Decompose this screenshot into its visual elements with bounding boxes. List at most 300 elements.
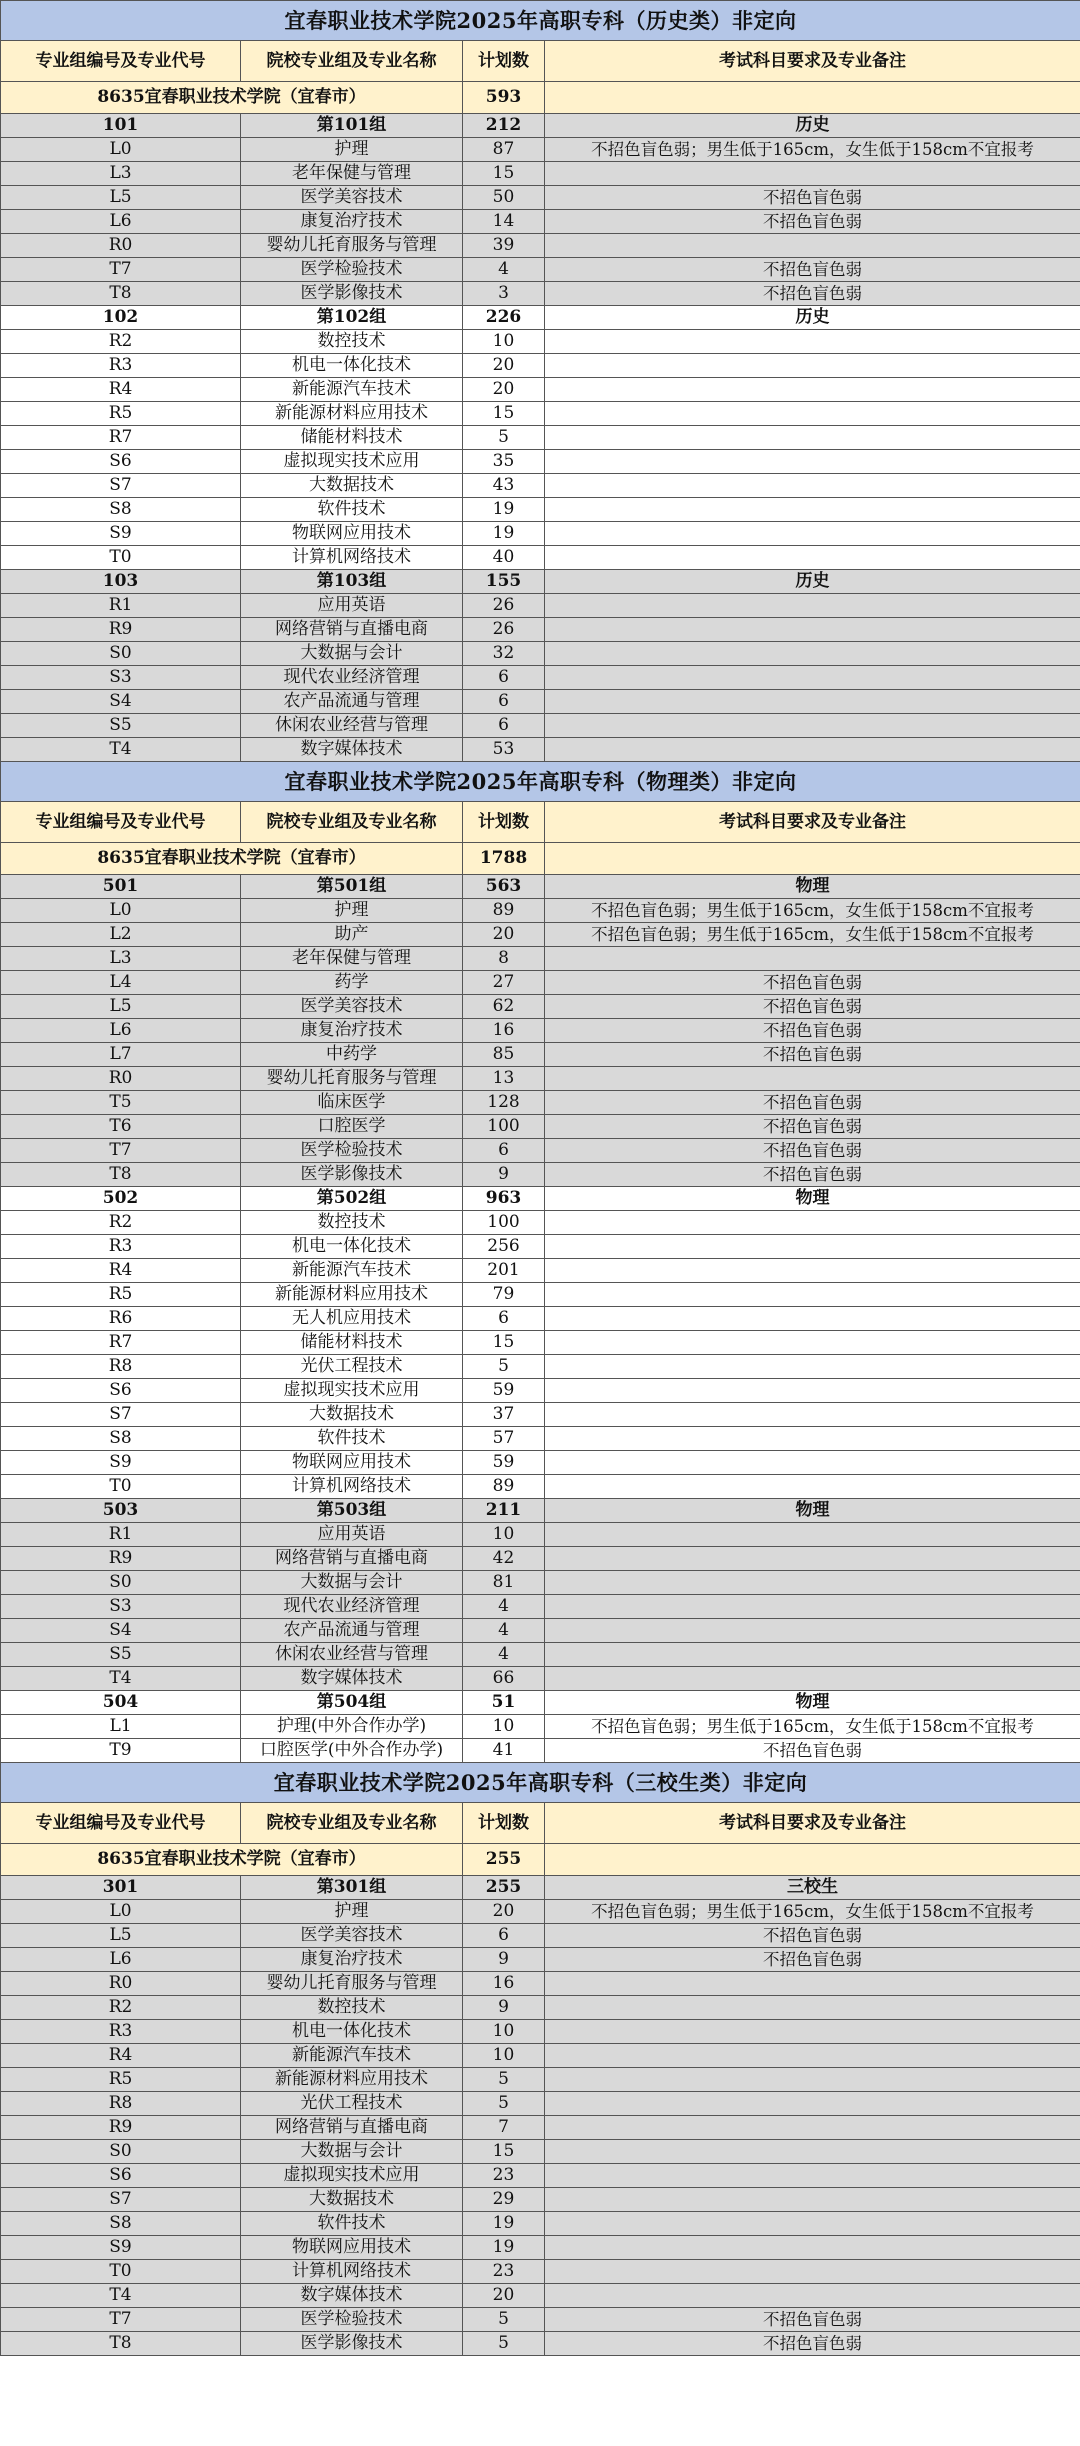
major-code: R2 — [1, 330, 241, 354]
major-code: S3 — [1, 666, 241, 690]
school-row — [1, 82, 1080, 114]
major-name: 软件技术 — [241, 1427, 463, 1451]
major-name: 中药学 — [241, 1043, 463, 1067]
section-title-row — [1, 762, 1080, 802]
major-row — [1, 1667, 1080, 1691]
major-row — [1, 1403, 1080, 1427]
major-note — [545, 1475, 1080, 1499]
major-code: L2 — [1, 923, 241, 947]
group-requirement: 物理 — [545, 875, 1080, 899]
major-name: 新能源汽车技术 — [241, 1259, 463, 1283]
major-plan: 23 — [463, 2260, 545, 2284]
major-plan: 16 — [463, 1019, 545, 1043]
major-plan: 20 — [463, 923, 545, 947]
major-note — [545, 2284, 1080, 2308]
group-row — [1, 1187, 1080, 1211]
group-code: 504 — [1, 1691, 241, 1715]
school-note — [545, 82, 1080, 114]
major-plan: 6 — [463, 1139, 545, 1163]
major-row — [1, 1547, 1080, 1571]
major-name: 储能材料技术 — [241, 1331, 463, 1355]
major-name: 虚拟现实技术应用 — [241, 450, 463, 474]
school-row — [1, 843, 1080, 875]
major-code: S4 — [1, 690, 241, 714]
school-note — [545, 1844, 1080, 1876]
major-row — [1, 354, 1080, 378]
major-note — [545, 162, 1080, 186]
major-row — [1, 1259, 1080, 1283]
major-note: 不招色盲色弱 — [545, 1115, 1080, 1139]
major-code: T8 — [1, 1163, 241, 1187]
major-plan: 5 — [463, 2332, 545, 2356]
major-code: L5 — [1, 186, 241, 210]
major-plan: 9 — [463, 1996, 545, 2020]
major-note — [545, 1667, 1080, 1691]
major-plan: 5 — [463, 2092, 545, 2116]
major-row — [1, 546, 1080, 570]
major-plan: 53 — [463, 738, 545, 762]
major-plan: 35 — [463, 450, 545, 474]
major-name: 护理(中外合作办学) — [241, 1715, 463, 1739]
major-plan: 79 — [463, 1283, 545, 1307]
major-note — [545, 738, 1080, 762]
major-name: 护理 — [241, 138, 463, 162]
major-note — [545, 450, 1080, 474]
major-code: L3 — [1, 162, 241, 186]
major-code: T0 — [1, 1475, 241, 1499]
major-note — [545, 330, 1080, 354]
major-name: 数控技术 — [241, 1996, 463, 2020]
major-plan: 43 — [463, 474, 545, 498]
major-plan: 23 — [463, 2164, 545, 2188]
major-note — [545, 690, 1080, 714]
group-plan: 255 — [463, 1876, 545, 1900]
major-row — [1, 947, 1080, 971]
major-row — [1, 1739, 1080, 1763]
major-row — [1, 2116, 1080, 2140]
major-code: T5 — [1, 1091, 241, 1115]
group-row — [1, 875, 1080, 899]
major-name: 大数据技术 — [241, 1403, 463, 1427]
major-plan: 20 — [463, 354, 545, 378]
major-row — [1, 1235, 1080, 1259]
major-note: 不招色盲色弱；男生低于165cm，女生低于158cm不宜报考 — [545, 1900, 1080, 1924]
major-plan: 4 — [463, 1619, 545, 1643]
major-name: 虚拟现实技术应用 — [241, 1379, 463, 1403]
major-note: 不招色盲色弱 — [545, 2308, 1080, 2332]
major-note — [545, 1547, 1080, 1571]
group-plan: 226 — [463, 306, 545, 330]
major-note: 不招色盲色弱 — [545, 1019, 1080, 1043]
major-plan: 4 — [463, 1643, 545, 1667]
major-name: 农产品流通与管理 — [241, 1619, 463, 1643]
major-row — [1, 618, 1080, 642]
major-note: 不招色盲色弱 — [545, 1139, 1080, 1163]
major-row — [1, 666, 1080, 690]
major-row — [1, 899, 1080, 923]
major-name: 软件技术 — [241, 498, 463, 522]
group-plan: 155 — [463, 570, 545, 594]
school-plan: 255 — [463, 1844, 545, 1876]
major-row — [1, 2308, 1080, 2332]
major-plan: 14 — [463, 210, 545, 234]
major-name: 物联网应用技术 — [241, 2236, 463, 2260]
major-name: 现代农业经济管理 — [241, 1595, 463, 1619]
major-note — [545, 618, 1080, 642]
major-code: S9 — [1, 2236, 241, 2260]
major-row — [1, 1948, 1080, 1972]
group-requirement: 物理 — [545, 1187, 1080, 1211]
major-row — [1, 690, 1080, 714]
major-code: R4 — [1, 2044, 241, 2068]
major-plan: 19 — [463, 522, 545, 546]
major-note — [545, 2020, 1080, 2044]
major-plan: 42 — [463, 1547, 545, 1571]
major-code: S0 — [1, 642, 241, 666]
major-note — [545, 426, 1080, 450]
major-name: 休闲农业经营与管理 — [241, 1643, 463, 1667]
major-row — [1, 1523, 1080, 1547]
major-name: 数控技术 — [241, 330, 463, 354]
major-note: 不招色盲色弱；男生低于165cm，女生低于158cm不宜报考 — [545, 1715, 1080, 1739]
major-name: 医学检验技术 — [241, 258, 463, 282]
column-header-row — [1, 802, 1080, 843]
major-note — [545, 1403, 1080, 1427]
major-code: R0 — [1, 1972, 241, 1996]
major-name: 物联网应用技术 — [241, 1451, 463, 1475]
major-row — [1, 1924, 1080, 1948]
school-row — [1, 1844, 1080, 1876]
major-code: T6 — [1, 1115, 241, 1139]
major-name: 新能源材料应用技术 — [241, 402, 463, 426]
group-code: 103 — [1, 570, 241, 594]
major-name: 现代农业经济管理 — [241, 666, 463, 690]
major-code: T0 — [1, 546, 241, 570]
group-plan: 212 — [463, 114, 545, 138]
major-code: R1 — [1, 594, 241, 618]
major-name: 应用英语 — [241, 594, 463, 618]
major-code: S7 — [1, 1403, 241, 1427]
major-plan: 3 — [463, 282, 545, 306]
major-code: T9 — [1, 1739, 241, 1763]
major-plan: 57 — [463, 1427, 545, 1451]
major-note — [545, 1427, 1080, 1451]
major-note: 不招色盲色弱；男生低于165cm，女生低于158cm不宜报考 — [545, 899, 1080, 923]
major-name: 大数据技术 — [241, 474, 463, 498]
major-row — [1, 1091, 1080, 1115]
major-plan: 66 — [463, 1667, 545, 1691]
major-row — [1, 282, 1080, 306]
major-plan: 4 — [463, 258, 545, 282]
group-code: 301 — [1, 1876, 241, 1900]
major-plan: 89 — [463, 899, 545, 923]
major-row — [1, 234, 1080, 258]
major-name: 医学影像技术 — [241, 1163, 463, 1187]
major-name: 计算机网络技术 — [241, 1475, 463, 1499]
group-code: 503 — [1, 1499, 241, 1523]
major-row — [1, 498, 1080, 522]
group-plan: 51 — [463, 1691, 545, 1715]
header-plan: 计划数 — [463, 1803, 545, 1844]
major-code: S8 — [1, 1427, 241, 1451]
major-name: 护理 — [241, 1900, 463, 1924]
major-code: R2 — [1, 1996, 241, 2020]
major-code: T4 — [1, 738, 241, 762]
major-plan: 85 — [463, 1043, 545, 1067]
major-plan: 4 — [463, 1595, 545, 1619]
major-plan: 100 — [463, 1211, 545, 1235]
major-row — [1, 642, 1080, 666]
major-name: 大数据与会计 — [241, 642, 463, 666]
group-requirement: 三校生 — [545, 1876, 1080, 1900]
major-code: T7 — [1, 1139, 241, 1163]
major-note — [545, 474, 1080, 498]
major-name: 网络营销与直播电商 — [241, 1547, 463, 1571]
major-name: 大数据与会计 — [241, 2140, 463, 2164]
major-row — [1, 2140, 1080, 2164]
major-plan: 39 — [463, 234, 545, 258]
major-row — [1, 1211, 1080, 1235]
major-plan: 89 — [463, 1475, 545, 1499]
major-name: 新能源汽车技术 — [241, 378, 463, 402]
major-name: 数字媒体技术 — [241, 738, 463, 762]
major-note — [545, 1331, 1080, 1355]
group-row — [1, 306, 1080, 330]
major-name: 机电一体化技术 — [241, 1235, 463, 1259]
major-name: 老年保健与管理 — [241, 162, 463, 186]
major-code: R2 — [1, 1211, 241, 1235]
group-name: 第101组 — [241, 114, 463, 138]
major-name: 新能源汽车技术 — [241, 2044, 463, 2068]
major-note: 不招色盲色弱 — [545, 1924, 1080, 1948]
major-note — [545, 1451, 1080, 1475]
header-name: 院校专业组及专业名称 — [241, 41, 463, 82]
major-note — [545, 1523, 1080, 1547]
header-name: 院校专业组及专业名称 — [241, 802, 463, 843]
major-code: S0 — [1, 1571, 241, 1595]
major-note — [545, 1067, 1080, 1091]
major-row — [1, 1715, 1080, 1739]
major-row — [1, 258, 1080, 282]
major-plan: 41 — [463, 1739, 545, 1763]
major-code: S5 — [1, 1643, 241, 1667]
major-plan: 100 — [463, 1115, 545, 1139]
major-row — [1, 1619, 1080, 1643]
major-note — [545, 1259, 1080, 1283]
major-row — [1, 1475, 1080, 1499]
major-note: 不招色盲色弱 — [545, 258, 1080, 282]
major-name: 康复治疗技术 — [241, 1948, 463, 1972]
major-row — [1, 474, 1080, 498]
major-name: 新能源材料应用技术 — [241, 1283, 463, 1307]
major-row — [1, 738, 1080, 762]
major-row — [1, 971, 1080, 995]
major-row — [1, 1972, 1080, 1996]
major-row — [1, 1571, 1080, 1595]
group-code: 101 — [1, 114, 241, 138]
major-name: 临床医学 — [241, 1091, 463, 1115]
major-plan: 59 — [463, 1451, 545, 1475]
major-plan: 50 — [463, 186, 545, 210]
major-row — [1, 1643, 1080, 1667]
major-code: R4 — [1, 378, 241, 402]
major-code: T4 — [1, 1667, 241, 1691]
major-row — [1, 2236, 1080, 2260]
major-row — [1, 2260, 1080, 2284]
major-code: R4 — [1, 1259, 241, 1283]
major-name: 婴幼儿托育服务与管理 — [241, 1972, 463, 1996]
section-title: 宜春职业技术学院2025年高职专科（三校生类）非定向 — [1, 1763, 1080, 1803]
major-plan: 15 — [463, 162, 545, 186]
major-note — [545, 1619, 1080, 1643]
major-plan: 81 — [463, 1571, 545, 1595]
header-requirement: 考试科目要求及专业备注 — [545, 802, 1080, 843]
group-name: 第502组 — [241, 1187, 463, 1211]
major-note — [545, 1972, 1080, 1996]
major-name: 软件技术 — [241, 2212, 463, 2236]
section-title: 宜春职业技术学院2025年高职专科（物理类）非定向 — [1, 762, 1080, 802]
major-code: R3 — [1, 354, 241, 378]
major-plan: 10 — [463, 2020, 545, 2044]
major-code: S6 — [1, 450, 241, 474]
major-code: S5 — [1, 714, 241, 738]
major-code: S8 — [1, 498, 241, 522]
major-plan: 6 — [463, 666, 545, 690]
major-code: R0 — [1, 1067, 241, 1091]
major-name: 网络营销与直播电商 — [241, 618, 463, 642]
major-name: 休闲农业经营与管理 — [241, 714, 463, 738]
major-code: L6 — [1, 1019, 241, 1043]
major-row — [1, 714, 1080, 738]
group-name: 第103组 — [241, 570, 463, 594]
header-requirement: 考试科目要求及专业备注 — [545, 1803, 1080, 1844]
major-code: R8 — [1, 1355, 241, 1379]
school-plan: 593 — [463, 82, 545, 114]
major-code: T8 — [1, 282, 241, 306]
major-code: S4 — [1, 1619, 241, 1643]
major-note: 不招色盲色弱 — [545, 282, 1080, 306]
major-name: 应用英语 — [241, 1523, 463, 1547]
major-plan: 256 — [463, 1235, 545, 1259]
major-plan: 37 — [463, 1403, 545, 1427]
major-name: 数字媒体技术 — [241, 1667, 463, 1691]
major-note — [545, 1571, 1080, 1595]
header-code: 专业组编号及专业代号 — [1, 41, 241, 82]
group-row — [1, 1691, 1080, 1715]
column-header-row — [1, 41, 1080, 82]
header-code: 专业组编号及专业代号 — [1, 1803, 241, 1844]
major-row — [1, 995, 1080, 1019]
major-note — [545, 498, 1080, 522]
major-code: L0 — [1, 138, 241, 162]
major-plan: 6 — [463, 714, 545, 738]
major-row — [1, 2164, 1080, 2188]
major-name: 储能材料技术 — [241, 426, 463, 450]
group-requirement: 历史 — [545, 306, 1080, 330]
major-name: 数控技术 — [241, 1211, 463, 1235]
major-name: 医学美容技术 — [241, 1924, 463, 1948]
major-plan: 15 — [463, 1331, 545, 1355]
major-plan: 7 — [463, 2116, 545, 2140]
major-code: R9 — [1, 1547, 241, 1571]
school-name: 8635宜春职业技术学院（宜春市） — [1, 843, 463, 875]
major-row — [1, 522, 1080, 546]
school-name: 8635宜春职业技术学院（宜春市） — [1, 1844, 463, 1876]
major-row — [1, 450, 1080, 474]
major-note: 不招色盲色弱 — [545, 1091, 1080, 1115]
major-name: 光伏工程技术 — [241, 2092, 463, 2116]
major-code: L7 — [1, 1043, 241, 1067]
major-row — [1, 1331, 1080, 1355]
major-plan: 6 — [463, 1307, 545, 1331]
major-note — [545, 2260, 1080, 2284]
major-note — [545, 2164, 1080, 2188]
major-name: 老年保健与管理 — [241, 947, 463, 971]
major-code: R7 — [1, 1331, 241, 1355]
major-row — [1, 1283, 1080, 1307]
major-note — [545, 1996, 1080, 2020]
group-row — [1, 1499, 1080, 1523]
major-note — [545, 2116, 1080, 2140]
major-name: 医学影像技术 — [241, 2332, 463, 2356]
major-row — [1, 1595, 1080, 1619]
major-note — [545, 2068, 1080, 2092]
group-row — [1, 570, 1080, 594]
group-requirement: 历史 — [545, 114, 1080, 138]
major-note — [545, 1355, 1080, 1379]
major-note: 不招色盲色弱 — [545, 2332, 1080, 2356]
major-code: R0 — [1, 234, 241, 258]
major-plan: 6 — [463, 690, 545, 714]
major-note — [545, 402, 1080, 426]
major-plan: 27 — [463, 971, 545, 995]
major-plan: 9 — [463, 1163, 545, 1187]
major-plan: 5 — [463, 2068, 545, 2092]
major-name: 护理 — [241, 899, 463, 923]
major-code: R5 — [1, 1283, 241, 1307]
group-code: 502 — [1, 1187, 241, 1211]
major-name: 婴幼儿托育服务与管理 — [241, 234, 463, 258]
school-plan: 1788 — [463, 843, 545, 875]
major-code: R1 — [1, 1523, 241, 1547]
major-plan: 5 — [463, 2308, 545, 2332]
major-code: L0 — [1, 899, 241, 923]
major-name: 光伏工程技术 — [241, 1355, 463, 1379]
major-note: 不招色盲色弱 — [545, 1043, 1080, 1067]
major-note — [545, 378, 1080, 402]
major-name: 物联网应用技术 — [241, 522, 463, 546]
group-plan: 963 — [463, 1187, 545, 1211]
group-plan: 211 — [463, 1499, 545, 1523]
major-plan: 10 — [463, 2044, 545, 2068]
group-requirement: 物理 — [545, 1499, 1080, 1523]
major-code: S0 — [1, 2140, 241, 2164]
major-plan: 62 — [463, 995, 545, 1019]
major-name: 医学检验技术 — [241, 1139, 463, 1163]
major-row — [1, 138, 1080, 162]
major-note: 不招色盲色弱；男生低于165cm，女生低于158cm不宜报考 — [545, 138, 1080, 162]
major-row — [1, 1900, 1080, 1924]
major-note — [545, 714, 1080, 738]
group-row — [1, 1876, 1080, 1900]
major-plan: 10 — [463, 1523, 545, 1547]
major-plan: 5 — [463, 426, 545, 450]
major-plan: 40 — [463, 546, 545, 570]
major-plan: 20 — [463, 2284, 545, 2308]
header-plan: 计划数 — [463, 802, 545, 843]
major-name: 口腔医学 — [241, 1115, 463, 1139]
major-plan: 5 — [463, 1355, 545, 1379]
